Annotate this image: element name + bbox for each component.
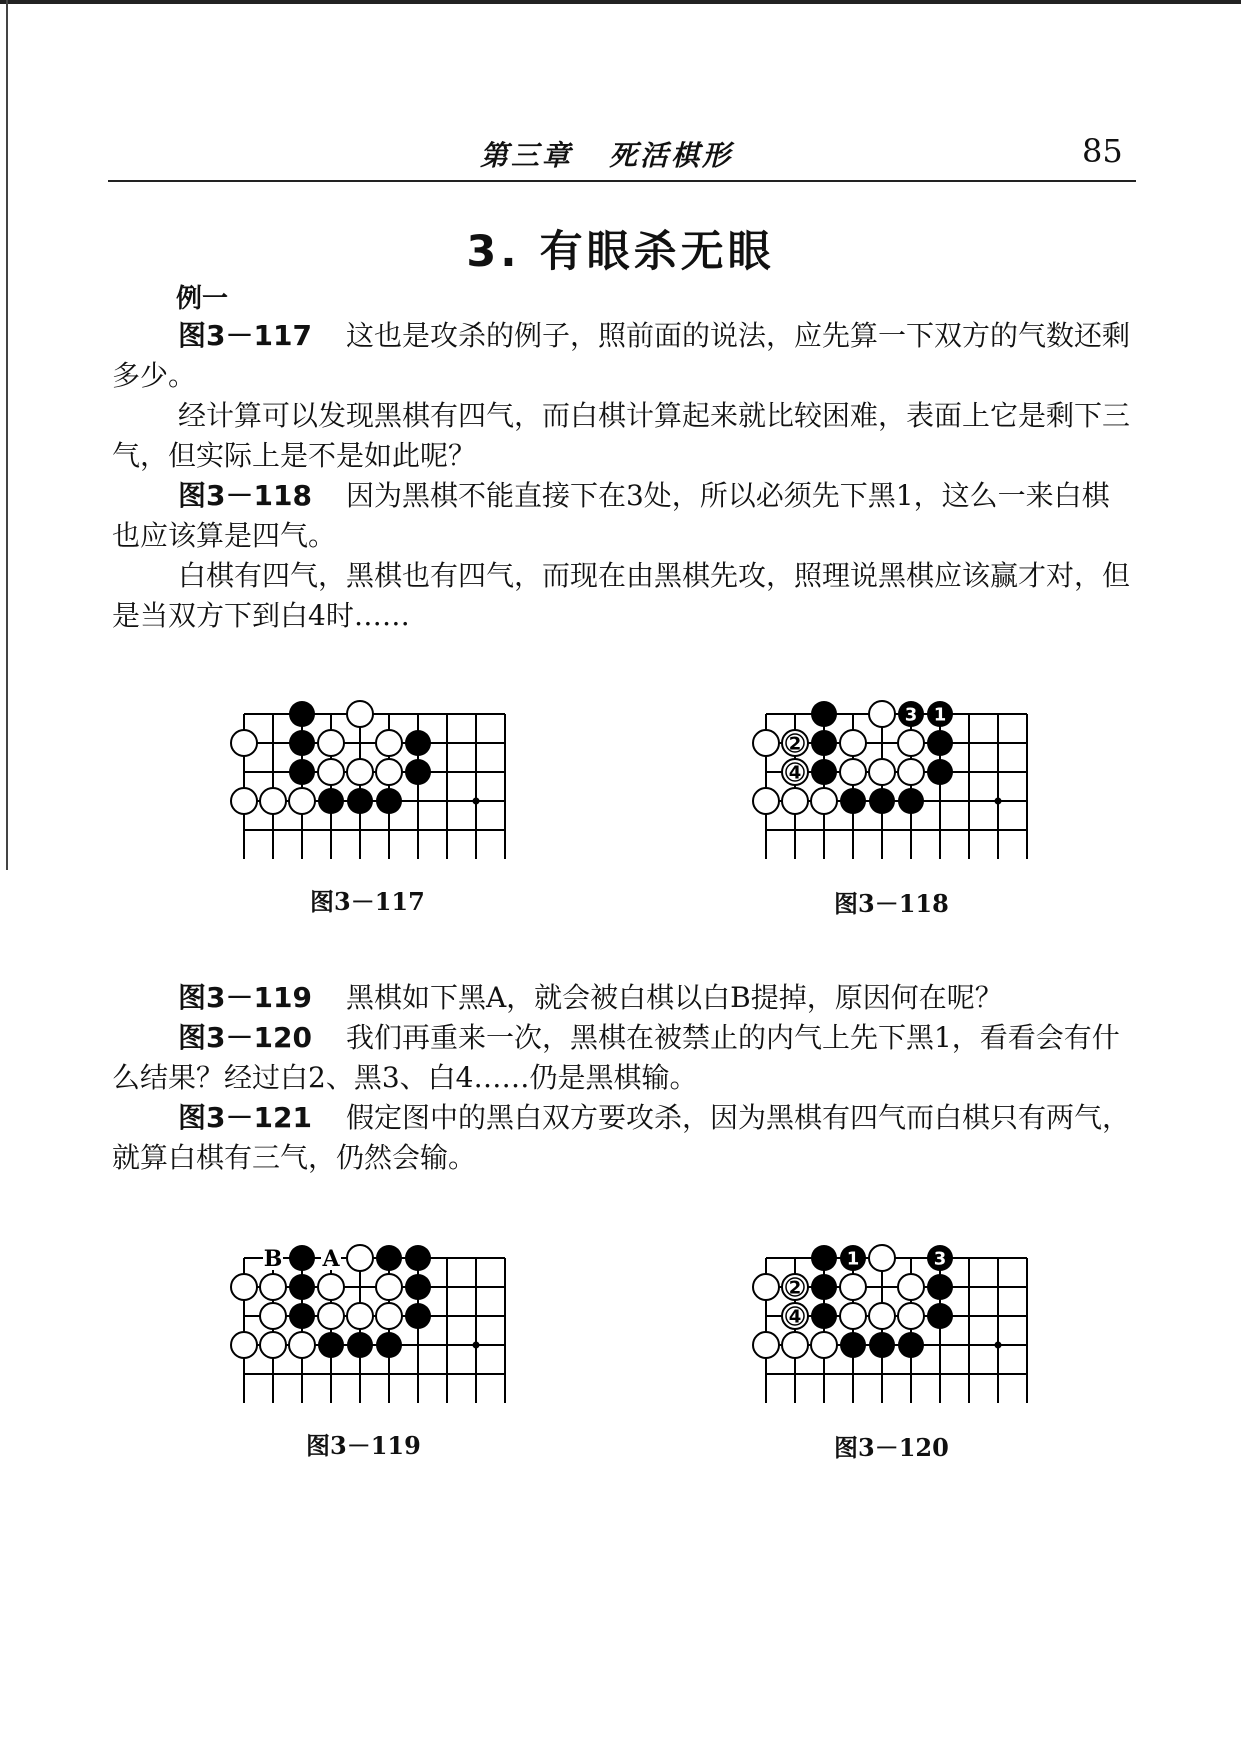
white-stone	[347, 701, 373, 727]
white-stone	[898, 1303, 924, 1329]
black-stone	[811, 1274, 837, 1300]
figure-ref: 图3－118	[178, 479, 312, 512]
star-point	[995, 1342, 1002, 1349]
paragraph	[112, 316, 1134, 396]
white-stone	[231, 1274, 257, 1300]
white-stone	[840, 1303, 866, 1329]
section-title: 3. 有眼杀无眼	[466, 227, 775, 277]
paragraph	[112, 978, 1134, 1018]
black-stone	[811, 730, 837, 756]
white-stone	[318, 730, 344, 756]
white-stone	[898, 730, 924, 756]
white-stone	[318, 759, 344, 785]
black-stone	[869, 1332, 895, 1358]
black-stone	[898, 1332, 924, 1358]
white-stone	[376, 1274, 402, 1300]
move-number: 4	[788, 762, 802, 784]
example-heading: 例一	[176, 284, 229, 314]
black-stone	[840, 1332, 866, 1358]
black-stone	[927, 730, 953, 756]
black-stone	[927, 1303, 953, 1329]
black-stone	[840, 788, 866, 814]
black-stone	[811, 759, 837, 785]
paragraph-text: 因为黑棋不能直接下在3处，所以必须先下黑1，这么一来白棋也应该算是四气。	[112, 479, 1110, 552]
black-stone	[318, 1332, 344, 1358]
black-stone	[405, 1245, 431, 1271]
left-border	[6, 0, 8, 870]
white-stone	[869, 701, 895, 727]
star-point	[473, 798, 480, 805]
point-mark: A	[322, 1246, 340, 1272]
go-board-fig-3-117	[222, 700, 522, 860]
white-stone	[869, 1303, 895, 1329]
white-stone	[782, 1332, 808, 1358]
black-stone	[318, 788, 344, 814]
white-stone	[260, 788, 286, 814]
move-number: 1	[933, 704, 947, 726]
black-stone	[289, 1303, 315, 1329]
black-stone	[347, 788, 373, 814]
black-stone	[405, 1303, 431, 1329]
point-mark: B	[263, 1246, 283, 1272]
paragraph	[112, 556, 1134, 636]
paragraph-text: 我们再重来一次，黑棋在被禁止的内气上先下黑1，看看会有什么结果？经过白2、黑3、白4……仍是黑棋输。	[112, 1021, 1120, 1094]
paragraph-text: 假定图中的黑白双方要攻杀，因为黑棋有四气而白棋只有两气，就算白棋有三气，仍然会输。	[112, 1101, 1130, 1174]
figure-caption: 图3－117	[310, 887, 425, 916]
black-stone	[289, 1274, 315, 1300]
black-stone	[347, 1332, 373, 1358]
header-rule	[108, 180, 1136, 182]
white-stone	[289, 1332, 315, 1358]
page-number: 85	[1082, 132, 1123, 170]
top-border	[0, 0, 1241, 4]
white-stone	[840, 730, 866, 756]
move-number: 2	[788, 1277, 802, 1299]
chapter-label: 第三章	[480, 139, 574, 172]
black-stone	[376, 1245, 402, 1271]
paragraph	[112, 1018, 1134, 1098]
black-stone	[811, 701, 837, 727]
white-stone	[753, 730, 779, 756]
paragraph-text: 这也是攻杀的例子，照前面的说法，应先算一下双方的气数还剩多少。	[112, 319, 1130, 392]
move-number: 3	[933, 1248, 947, 1270]
white-stone	[811, 1332, 837, 1358]
white-stone	[376, 1303, 402, 1329]
move-number: 4	[788, 1306, 802, 1328]
black-stone	[376, 1332, 402, 1358]
white-stone	[347, 759, 373, 785]
figure-ref: 图3－120	[178, 1021, 312, 1054]
figure-caption: 图3－119	[306, 1431, 421, 1460]
paragraph	[112, 476, 1134, 556]
paragraph-text: 白棋有四气，黑棋也有四气，而现在由黑棋先攻，照理说黑棋应该赢才对，但是当双方下到白4时……	[112, 559, 1131, 632]
move-number: 2	[788, 733, 802, 755]
white-stone	[840, 759, 866, 785]
figure-caption: 图3－120	[834, 1433, 949, 1462]
black-stone	[289, 730, 315, 756]
white-stone	[376, 730, 402, 756]
move-number: 1	[846, 1248, 860, 1270]
black-stone	[289, 701, 315, 727]
black-stone	[289, 1245, 315, 1271]
white-stone	[376, 759, 402, 785]
black-stone	[898, 788, 924, 814]
figure-caption: 图3－118	[834, 889, 949, 918]
running-header	[480, 134, 733, 174]
white-stone	[260, 1303, 286, 1329]
paragraph-text: 黑棋如下黑A，就会被白棋以白B提掉，原因何在呢？	[345, 981, 1003, 1014]
go-board-fig-3-119	[222, 1244, 522, 1404]
white-stone	[753, 1274, 779, 1300]
star-point	[473, 1342, 480, 1349]
white-stone	[318, 1274, 344, 1300]
black-stone	[405, 759, 431, 785]
figure-ref: 图3－119	[178, 981, 312, 1014]
black-stone	[289, 759, 315, 785]
white-stone	[869, 1245, 895, 1271]
section-label: 死活棋形	[609, 139, 734, 172]
white-stone	[231, 788, 257, 814]
paragraph-text: 经计算可以发现黑棋有四气，而白棋计算起来就比较困难，表面上它是剩下三气，但实际上是不是如此呢？	[112, 399, 1131, 472]
white-stone	[260, 1332, 286, 1358]
black-stone	[927, 1274, 953, 1300]
black-stone	[869, 788, 895, 814]
white-stone	[289, 788, 315, 814]
black-stone	[405, 1274, 431, 1300]
white-stone	[753, 788, 779, 814]
white-stone	[753, 1332, 779, 1358]
black-stone	[376, 788, 402, 814]
go-board-fig-3-120	[744, 1244, 1044, 1404]
paragraph	[112, 1098, 1134, 1178]
go-board-fig-3-118	[744, 700, 1044, 860]
white-stone	[318, 1303, 344, 1329]
white-stone	[231, 730, 257, 756]
white-stone	[840, 1274, 866, 1300]
white-stone	[782, 788, 808, 814]
star-point	[995, 798, 1002, 805]
white-stone	[347, 1303, 373, 1329]
white-stone	[231, 1332, 257, 1358]
white-stone	[869, 759, 895, 785]
figure-ref: 图3－117	[178, 319, 312, 352]
white-stone	[898, 759, 924, 785]
white-stone	[347, 1245, 373, 1271]
black-stone	[811, 1303, 837, 1329]
black-stone	[811, 1245, 837, 1271]
white-stone	[811, 788, 837, 814]
figure-ref: 图3－121	[178, 1101, 312, 1134]
black-stone	[405, 730, 431, 756]
white-stone	[260, 1274, 286, 1300]
black-stone	[927, 759, 953, 785]
paragraph	[112, 396, 1134, 476]
move-number: 3	[904, 704, 918, 726]
white-stone	[898, 1274, 924, 1300]
